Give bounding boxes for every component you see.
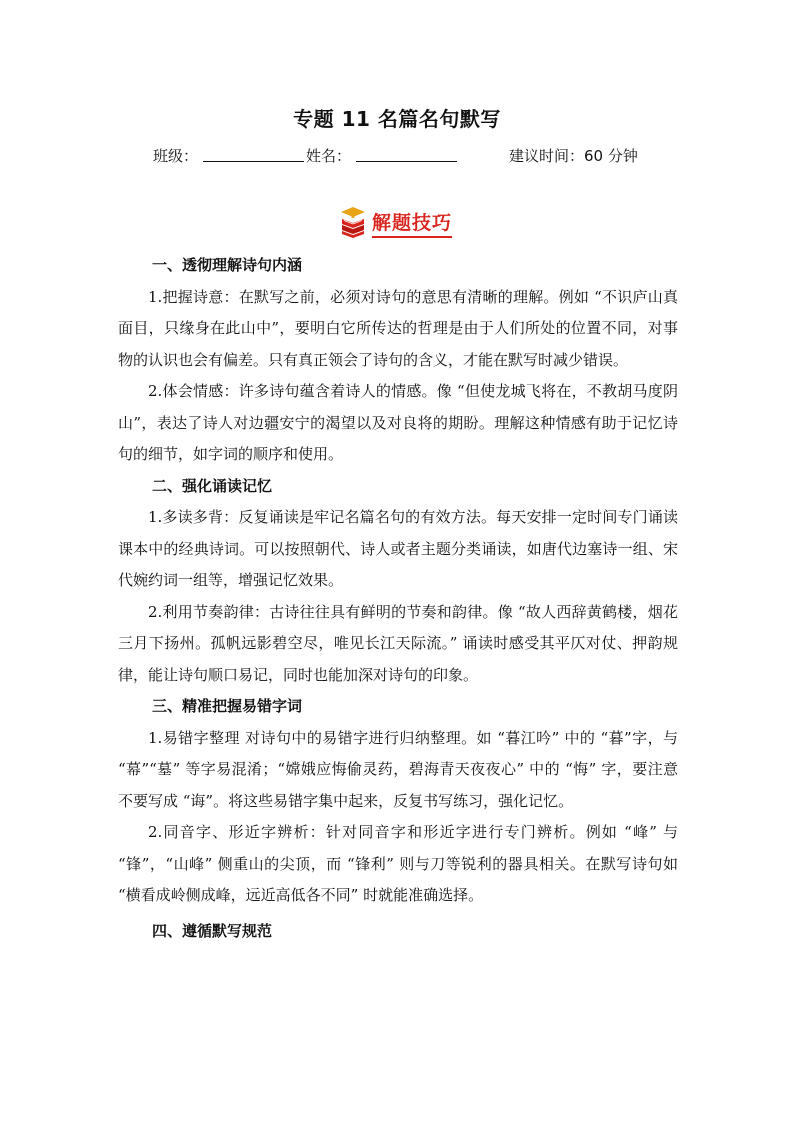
- paragraph: 2.体会情感：许多诗句蕴含着诗人的情感。像 “但使龙城飞将在，不教胡马度阴山”，表达了诗人对边疆安宁的渴望以及对良将的期盼。理解这种情感有助于记忆诗句的细节，如字词的顺序和使用。: [118, 382, 678, 463]
- tips-content: [118, 250, 678, 947]
- paragraph: 2.利用节奏韵律：古诗往往具有鲜明的节奏和韵律。像 “故人西辞黄鹤楼，烟花三月下扬州。孤帆远影碧空尽，唯见长江天际流。” 诵读时感受其平仄对仗、押韵规律，能让诗句顺口易记，同时也能加深对诗句的印象。: [118, 602, 678, 684]
- student-info-row: [153, 143, 673, 167]
- name-blank: [356, 161, 457, 162]
- section-heading-3: 三、精准把握易错字词: [152, 697, 303, 715]
- section-heading-1: 一、透彻理解诗句内涵: [152, 256, 303, 274]
- tips-title: 解题技巧: [372, 208, 452, 238]
- class-blank: [203, 161, 304, 162]
- paragraph: 1.把握诗意：在默写之前，必须对诗句的意思有清晰的理解。例如 “不识庐山真面目，只缘身在此山中”，要明白它所传达的哲理是由于人们所处的位置不同，对事物的认识也会有偏差。只有真正领会了诗句的含义，才能在默写时减少错误。: [118, 287, 678, 369]
- section-heading-4: 四、遵循默写规范: [152, 921, 273, 940]
- class-label: 班级：: [153, 147, 199, 165]
- paragraph: 2.同音字、形近字辨析：针对同音字和形近字进行专门辨析。例如 “峰” 与 “锋”，“山峰” 侧重山的尖顶，而 “锋利” 则与刀等锐利的器具相关。在默写诗句如 “横看成岭侧成峰，远近高低各不同” 时就能准确选择。: [118, 823, 678, 904]
- section-heading-2: 二、强化诵读记忆: [152, 476, 273, 495]
- paragraph: 1.易错字整理 对诗句中的易错字进行归纳整理。如 “暮江吟” 中的 “暮”字，与 “幕”“墓” 等字易混淆；“嫦娥应悔偷灵药，碧海青天夜夜心” 中的 “悔” 字，要注意不要写成 “诲”。将这些易错字集中起来，反复书写练习，强化记忆。: [118, 728, 678, 810]
- name-label: 姓名：: [306, 147, 352, 165]
- tips-badge: [339, 204, 469, 240]
- page-title: 专题 11 名篇名句默写: [293, 107, 501, 131]
- paragraph: 1.多读多背：反复诵读是牢记名篇名句的有效方法。每天安排一定时间专门诵读课本中的经典诗词。可以按照朝代、诗人或者主题分类诵读，如唐代边塞诗一组、宋代婉约词一组等，增强记忆效果。: [118, 508, 678, 589]
- time-label: 建议时间：60 分钟: [509, 147, 638, 165]
- book-stack-icon: [339, 206, 367, 238]
